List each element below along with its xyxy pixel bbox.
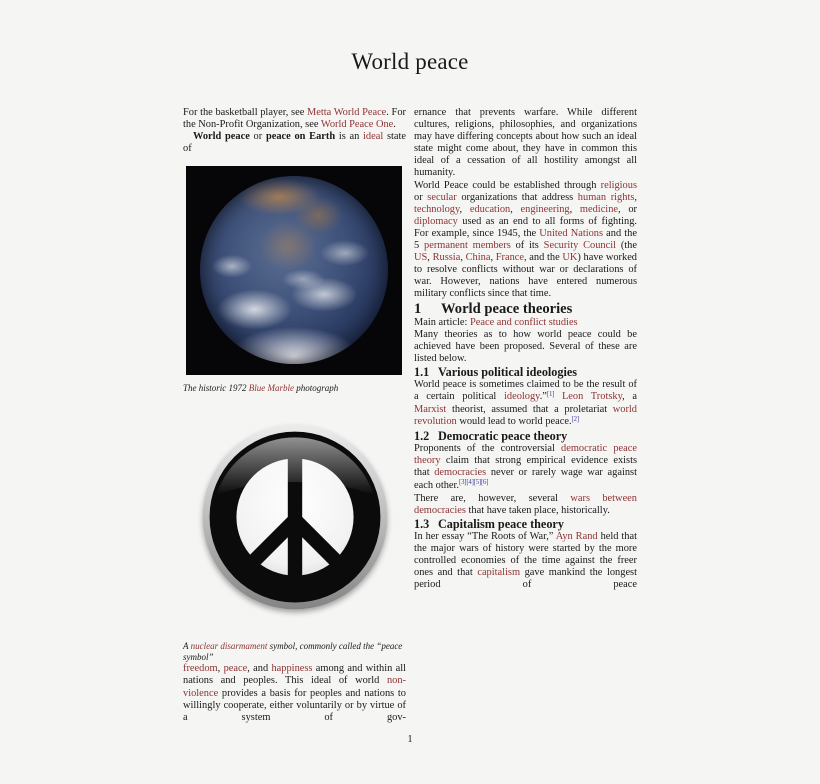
wiki-link[interactable]: non-violence — [183, 675, 406, 699]
text-run: , — [634, 191, 637, 203]
text-run: ernance that prevents warfare. While different cultures, religions, philosophies, and organizations may have differing concepts about how such an ideal state might come about, they have in common this ideal of a cessation of all hostility amongst all humanity. — [414, 107, 637, 179]
text-run: In her essay “The Roots of War,” — [414, 530, 556, 542]
wiki-link[interactable]: human rights — [577, 191, 635, 203]
main-article-hatnote — [414, 317, 637, 329]
column-right — [414, 107, 637, 591]
text-run: , — [490, 252, 496, 264]
text-run: Many theories as to how world peace could be achieved have been proposed. Several of these are listed below. — [414, 328, 637, 364]
subsection-heading-capitalism-peace — [414, 517, 637, 531]
text-run: , and — [247, 663, 272, 675]
wiki-link[interactable]: nuclear disarmament — [190, 641, 268, 652]
paragraph-ideologies — [414, 379, 637, 429]
text-run: never or rarely wage war against each other. — [414, 467, 637, 491]
text-run: and the 5 — [414, 227, 637, 252]
text-run: Main article: — [414, 316, 470, 328]
text-run: provides a basis for peoples and nations to willingly cooperate, either voluntarily or by virtue of a system of gov- — [183, 687, 406, 723]
paragraph-theories-intro — [414, 329, 637, 365]
text-run: used as an end to all forms of fighting. For example, since 1945, the — [414, 215, 637, 239]
text-run: that have taken place, historically. — [465, 504, 610, 516]
text-run: is an — [335, 131, 364, 143]
section-number: 1 — [414, 300, 422, 317]
wiki-link[interactable]: secular — [427, 191, 457, 203]
blue-marble-image — [186, 166, 402, 375]
peace-symbol-caption — [183, 641, 406, 663]
subsection-title: Democratic peace theory — [438, 429, 568, 444]
wiki-link[interactable]: Leon Trotsky — [561, 390, 623, 402]
subsection-number: 1.2 — [414, 429, 430, 444]
text-run: World Peace could be established through — [414, 179, 601, 191]
wiki-link[interactable]: ideal — [363, 131, 384, 143]
wiki-link[interactable]: medicine — [579, 203, 619, 215]
wiki-link[interactable]: freedom — [183, 663, 218, 675]
wiki-link[interactable]: Blue Marble — [248, 383, 295, 394]
subsection-title: Capitalism peace theory — [438, 516, 564, 531]
wiki-link[interactable]: World Peace One — [320, 119, 394, 131]
peace-symbol-image — [199, 418, 391, 620]
wiki-link[interactable]: wars between democracies — [414, 492, 637, 516]
wiki-link[interactable]: religious — [600, 179, 637, 191]
page-title: World peace — [351, 49, 469, 75]
text-run — [554, 391, 562, 402]
text-run: The historic 1972 — [183, 383, 249, 394]
text-run: , — [460, 252, 466, 264]
section-heading-world-peace-theories — [414, 301, 637, 317]
citation-ref[interactable]: [1] — [546, 390, 555, 398]
wiki-link[interactable]: France — [495, 252, 525, 264]
wiki-link[interactable]: democracies — [434, 467, 487, 479]
text-run: theorist, assumed that a proletariat — [446, 404, 613, 416]
text-run: A — [183, 641, 191, 652]
paragraph-capitalism-peace — [414, 531, 637, 591]
text-run: ) have worked to resolve conflicts without war or declarations of war. However, nations have entered numerous military conflicts since that time. — [414, 252, 638, 300]
subsection-heading-political-ideologies — [414, 365, 637, 379]
page-number: 1 — [407, 734, 413, 745]
text-run: peace on Earth — [265, 131, 336, 143]
hatnote — [183, 107, 406, 131]
citation-ref[interactable]: [2] — [571, 415, 579, 423]
wiki-link[interactable]: Security Council — [543, 240, 617, 252]
text-run: .” — [539, 390, 547, 402]
text-run: , and the — [524, 252, 563, 264]
wiki-link[interactable]: happiness — [271, 663, 313, 675]
wiki-link[interactable]: China — [465, 252, 491, 264]
earth-figure-caption — [183, 383, 406, 394]
text-run: (the — [616, 240, 637, 252]
wiki-link[interactable]: Marxist — [414, 404, 447, 416]
subsection-title: Various political ideologies — [438, 364, 578, 379]
lead-paragraph — [183, 131, 406, 155]
text-run: , or — [618, 203, 637, 215]
wiki-link[interactable]: democratic peace theory — [414, 443, 637, 467]
wiki-link[interactable]: United Nations — [539, 227, 604, 239]
text-run: Proponents of the controversial — [414, 443, 562, 455]
subsection-number: 1.1 — [414, 364, 430, 379]
text-run: organizations that address — [456, 191, 578, 203]
wiki-link[interactable]: Peace and conflict studies — [469, 316, 578, 328]
citation-ref[interactable]: [3][4][5][6] — [459, 479, 489, 487]
wiki-link[interactable]: UK — [562, 252, 578, 264]
text-run: claim that strong empirical evidence exists that — [414, 455, 637, 479]
text-run: , — [569, 203, 580, 215]
wiki-link[interactable]: world revolution — [414, 404, 637, 428]
paragraph-democratic-peace — [414, 443, 637, 492]
earth-globe-graphic — [200, 176, 388, 364]
subsection-heading-democratic-peace — [414, 429, 637, 443]
subsection-number: 1.3 — [414, 516, 430, 531]
text-run: , — [510, 203, 521, 215]
text-run: . For the Non-Profit Organization, see — [183, 107, 406, 131]
text-run: photograph — [294, 383, 339, 394]
text-run: For the basketball player, see — [183, 107, 307, 118]
text-run: held that the major wars of history were started by the more controlled economies of the time against the freer ones and that — [414, 530, 637, 579]
wiki-link[interactable]: education — [469, 203, 511, 215]
wiki-link[interactable]: ideology — [504, 390, 540, 402]
text-run: among and within all nations and peoples. This ideal of world — [183, 663, 407, 687]
section-title: World peace theories — [441, 300, 573, 317]
wiki-link[interactable]: capitalism — [477, 567, 521, 579]
text-run: or — [414, 191, 428, 203]
text-run: World peace — [193, 131, 250, 143]
text-run: There are, however, several — [414, 492, 571, 504]
text-run: , a — [622, 390, 637, 402]
paragraph-warfare — [414, 107, 637, 180]
text-run: . — [393, 119, 396, 131]
wiki-link[interactable]: Ayn Rand — [555, 530, 598, 542]
column-left — [183, 107, 406, 724]
text-run: , — [459, 203, 470, 215]
text-run: would lead to world peace. — [456, 416, 572, 428]
text-run: gave mankind the longest period of peace — [414, 567, 637, 591]
paragraph-establishment — [414, 180, 637, 301]
text-run: , — [217, 663, 224, 675]
earth-figure — [183, 166, 406, 394]
wiki-link[interactable]: peace — [223, 663, 248, 675]
text-run: symbol, commonly called the “peace symbol” — [183, 641, 403, 663]
wiki-link[interactable]: permanent members — [424, 240, 511, 252]
wiki-link[interactable]: diplomacy — [414, 215, 458, 227]
text-run: or — [249, 131, 266, 143]
wiki-link[interactable]: technology — [414, 203, 460, 215]
text-run: of its — [510, 240, 544, 252]
wiki-link[interactable]: Metta World Peace — [306, 107, 387, 118]
paragraph-wars-between-democracies — [414, 493, 637, 517]
text-run: state of — [183, 131, 407, 155]
text-run: , — [427, 252, 433, 264]
peace-symbol-figure — [183, 418, 406, 663]
lead-continuation-paragraph — [183, 663, 406, 723]
wiki-link[interactable]: Russia — [432, 252, 461, 264]
text-run: World peace is sometimes claimed to be the result of a certain political — [414, 378, 637, 402]
wiki-link[interactable]: engineering — [520, 203, 570, 215]
wiki-link[interactable]: US — [414, 252, 428, 264]
